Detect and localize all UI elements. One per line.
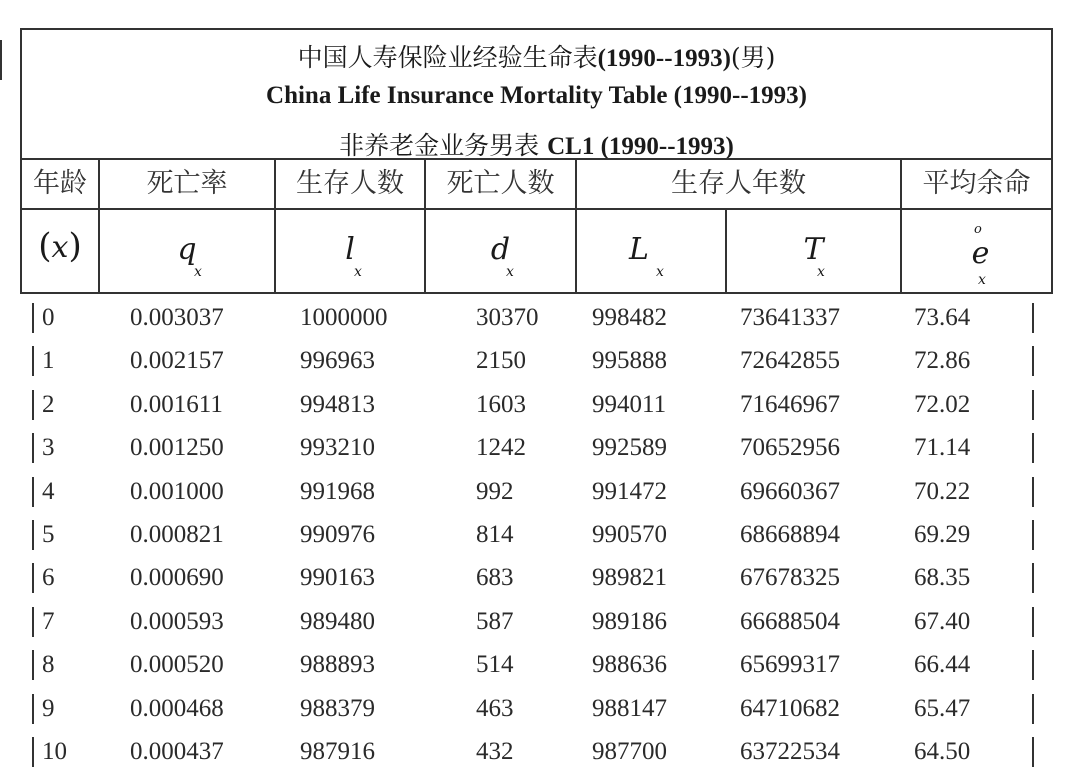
row-right-rule — [1032, 433, 1034, 463]
cell-age: 2 — [42, 390, 55, 418]
cell-dx: 683 — [476, 564, 514, 592]
table-row — [0, 426, 1080, 469]
cell-Lx: 992589 — [592, 434, 667, 462]
cell-qx: 0.001250 — [130, 434, 224, 462]
cell-lx: 991968 — [300, 477, 375, 505]
symbol-x-text — [22, 226, 98, 266]
cell-age: 7 — [42, 607, 55, 635]
row-left-rule — [32, 346, 34, 376]
cell-Lx: 994011 — [592, 390, 667, 418]
cell-Tx: 64710682 — [740, 694, 840, 722]
table-row — [0, 470, 1080, 513]
title-sex: (男) — [730, 43, 776, 72]
symbol-l-var: l — [345, 232, 355, 267]
cell-Tx: 69660367 — [740, 477, 840, 505]
symbol-T-sub: x — [817, 264, 825, 280]
table-row — [0, 556, 1080, 599]
table-row — [0, 513, 1080, 556]
symbol-d-var: d — [490, 232, 511, 267]
row-right-rule — [1032, 520, 1034, 550]
cell-age: 10 — [42, 738, 67, 765]
table-row — [0, 643, 1080, 686]
symbol-T-var: T — [803, 232, 824, 267]
cell-Lx: 989186 — [592, 607, 667, 635]
cell-Lx: 987700 — [592, 738, 667, 765]
cell-age: 1 — [42, 347, 55, 375]
cell-ex: 70.22 — [914, 477, 971, 505]
symbol-e-mark: o — [974, 222, 982, 237]
cell-lx: 994813 — [300, 390, 375, 418]
cell-lx: 990163 — [300, 564, 375, 592]
cell-Lx: 991472 — [592, 477, 667, 505]
header-deaths: 死亡人数 — [446, 168, 555, 199]
cell-ex: 69.29 — [914, 521, 971, 548]
symbol-L — [577, 210, 725, 294]
cell-qx: 0.002157 — [130, 347, 224, 375]
cell-lx: 990976 — [300, 521, 375, 548]
cell-qx: 0.000437 — [130, 738, 224, 765]
header-age: 年龄 — [33, 168, 87, 199]
row-right-rule — [1032, 650, 1034, 680]
cell-qx: 0.001000 — [130, 477, 224, 505]
cell-lx: 993210 — [300, 434, 375, 462]
title-years: (1990--1993) — [597, 45, 731, 72]
cell-dx: 1603 — [476, 390, 526, 418]
title-chinese — [22, 38, 1051, 74]
symbol-L-sub: x — [656, 264, 664, 280]
subtitle-chinese: 非养老金业务男表 — [339, 131, 540, 160]
cell-Tx: 63722534 — [740, 738, 840, 765]
row-left-rule — [32, 737, 34, 767]
cell-dx: 1242 — [476, 434, 526, 462]
subtitle — [22, 126, 1051, 162]
cell-dx: 587 — [476, 607, 514, 635]
header-survivors: 生存人数 — [296, 168, 404, 199]
cell-Lx: 988636 — [592, 651, 667, 679]
cell-Lx: 990570 — [592, 521, 667, 548]
row-right-rule — [1032, 303, 1034, 333]
row-left-rule — [32, 477, 34, 507]
header-life-expectancy: 平均余命 — [922, 168, 1031, 199]
symbol-q-sub: x — [194, 264, 202, 280]
cell-ex: 72.86 — [914, 347, 971, 375]
row-right-rule — [1032, 694, 1034, 724]
cell-age: 5 — [42, 521, 55, 548]
row-left-rule — [32, 520, 34, 550]
cell-ex: 67.40 — [914, 607, 971, 635]
cell-Tx: 70652956 — [740, 434, 840, 462]
row-left-rule — [32, 694, 34, 724]
cell-ex: 72.02 — [914, 390, 971, 418]
row-left-rule — [32, 563, 34, 593]
cell-qx: 0.000468 — [130, 694, 224, 722]
symbol-q — [100, 210, 274, 294]
cell-dx: 814 — [476, 521, 514, 548]
cell-Tx: 66688504 — [740, 607, 840, 635]
cell-qx: 0.001611 — [130, 390, 223, 418]
row-left-rule — [32, 650, 34, 680]
subtitle-code: CL1 (1990--1993) — [547, 133, 734, 160]
symbol-e-sub: x — [978, 272, 986, 288]
cell-ex: 65.47 — [914, 694, 971, 722]
table-header-frame — [20, 28, 1053, 294]
cell-Tx: 71646967 — [740, 390, 840, 418]
symbol-d-sub: x — [506, 264, 514, 280]
cell-lx: 1000000 — [300, 304, 388, 331]
cell-ex: 66.44 — [914, 651, 971, 679]
cell-Tx: 67678325 — [740, 564, 840, 592]
table-row — [0, 687, 1080, 730]
table-row — [0, 339, 1080, 382]
cell-ex: 73.64 — [914, 304, 971, 331]
paren-open: ( — [38, 226, 52, 266]
symbol-L-var: L — [629, 232, 649, 267]
cell-lx: 988893 — [300, 651, 375, 679]
cell-lx: 989480 — [300, 607, 375, 635]
row-right-rule — [1032, 737, 1034, 767]
cell-dx: 992 — [476, 477, 514, 505]
cell-age: 4 — [42, 477, 55, 505]
table-row — [0, 600, 1080, 643]
symbol-x — [22, 210, 98, 294]
cell-age: 3 — [42, 434, 55, 462]
left-edge-mark — [0, 40, 8, 80]
symbol-l — [276, 210, 424, 294]
cell-lx: 988379 — [300, 694, 375, 722]
cell-lx: 987916 — [300, 738, 375, 765]
row-right-rule — [1032, 563, 1034, 593]
table-row — [0, 730, 1080, 773]
symbol-x-var: x — [51, 230, 69, 265]
row-right-rule — [1032, 477, 1034, 507]
row-right-rule — [1032, 607, 1034, 637]
cell-Lx: 988147 — [592, 694, 667, 722]
symbol-l-sub: x — [354, 264, 362, 280]
cell-Lx: 989821 — [592, 564, 667, 592]
cell-qx: 0.000821 — [130, 521, 224, 548]
cell-age: 8 — [42, 651, 55, 679]
cell-Tx: 68668894 — [740, 521, 840, 548]
row-left-rule — [32, 607, 34, 637]
paren-close: ) — [68, 226, 82, 266]
cell-ex: 68.35 — [914, 564, 971, 592]
row-left-rule — [32, 390, 34, 420]
symbol-d — [426, 210, 575, 294]
cell-Lx: 998482 — [592, 304, 667, 331]
cell-lx: 996963 — [300, 347, 375, 375]
title-english: China Life Insurance Mortality Table (1990--1993) — [266, 82, 807, 109]
cell-ex: 64.50 — [914, 738, 971, 765]
row-left-rule — [32, 303, 34, 333]
cell-dx: 432 — [476, 738, 514, 765]
cell-dx: 2150 — [476, 347, 526, 375]
cell-ex: 71.14 — [914, 434, 971, 462]
cell-Tx: 65699317 — [740, 651, 840, 679]
cell-age: 0 — [42, 304, 55, 331]
row-right-rule — [1032, 390, 1034, 420]
cell-Tx: 73641337 — [740, 304, 840, 331]
cell-qx: 0.000690 — [130, 564, 224, 592]
table-row — [0, 296, 1080, 339]
header-person-years: 生存人年数 — [671, 168, 806, 199]
cell-qx: 0.000593 — [130, 607, 224, 635]
row-right-rule — [1032, 346, 1034, 376]
cell-Tx: 72642855 — [740, 347, 840, 375]
cell-Lx: 995888 — [592, 347, 667, 375]
table-row — [0, 383, 1080, 426]
header-death-rate: 死亡率 — [146, 168, 228, 199]
title-chinese-text: 中国人寿保险业经验生命表 — [297, 43, 598, 72]
symbol-e-var: e — [971, 236, 990, 271]
cell-qx: 0.003037 — [130, 304, 224, 331]
cell-qx: 0.000520 — [130, 651, 224, 679]
symbol-q-var: q — [177, 232, 197, 267]
cell-age: 6 — [42, 564, 55, 592]
symbol-T — [727, 210, 900, 294]
cell-dx: 30370 — [476, 304, 539, 331]
cell-age: 9 — [42, 694, 55, 722]
cell-dx: 514 — [476, 651, 514, 679]
cell-dx: 463 — [476, 694, 514, 722]
symbol-e — [902, 210, 1051, 294]
row-left-rule — [32, 433, 34, 463]
